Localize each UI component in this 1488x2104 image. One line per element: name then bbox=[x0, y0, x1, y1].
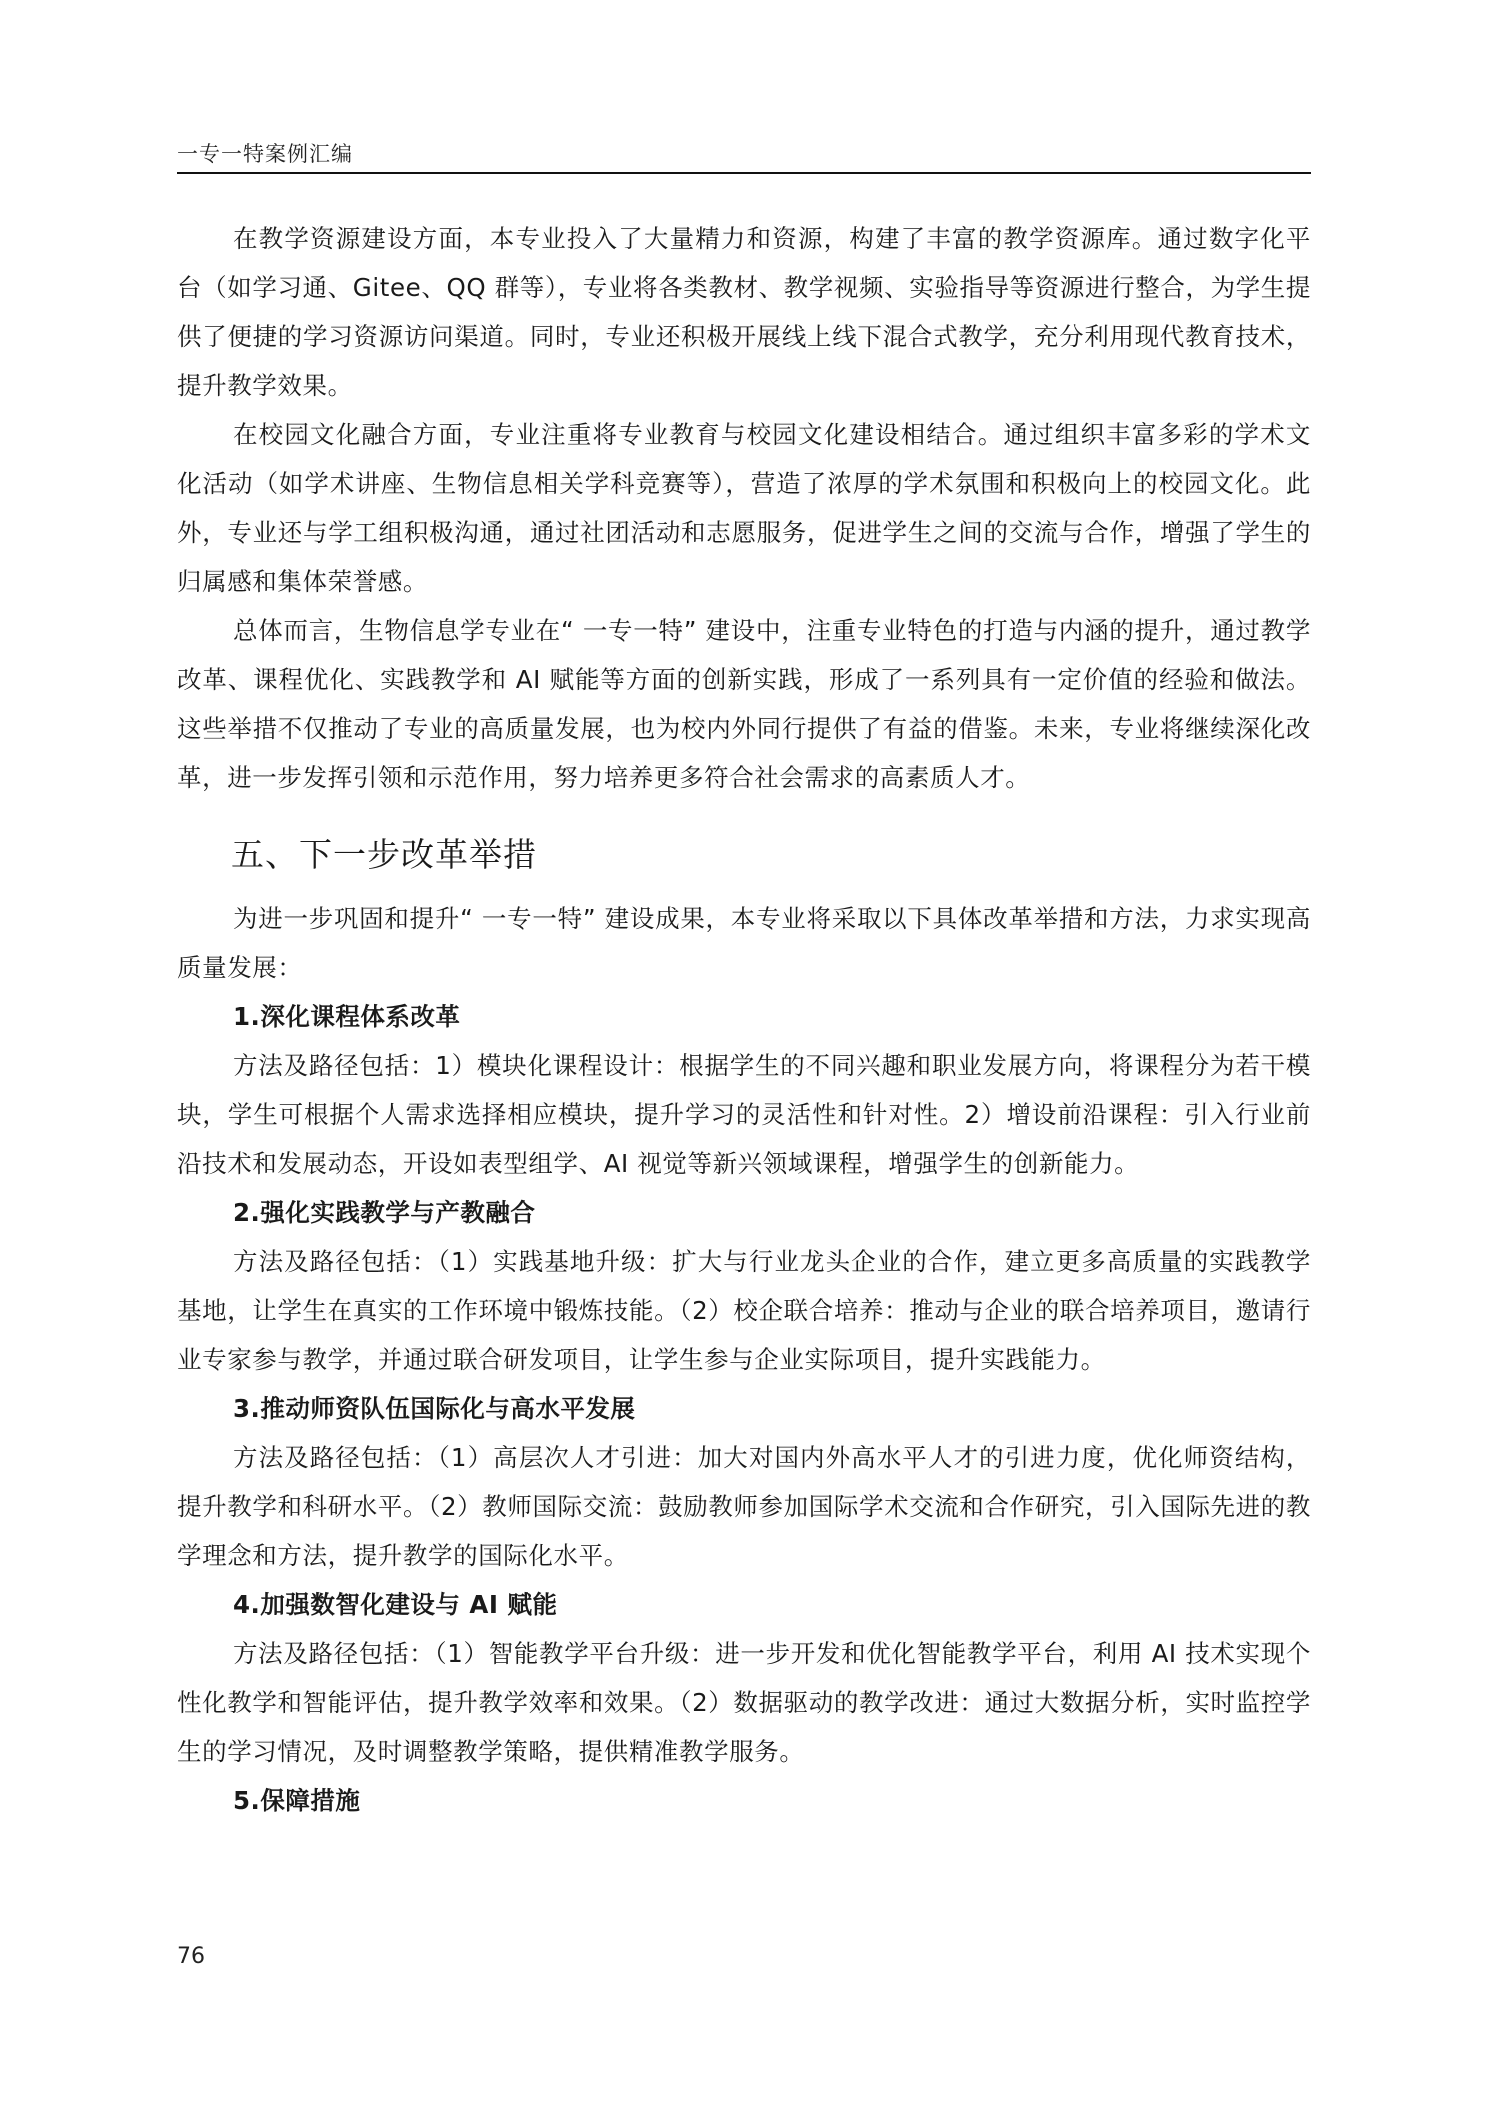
document-body bbox=[177, 214, 1311, 1825]
section-intro: 为进一步巩固和提升“ 一专一特” 建设成果，本专业将采取以下具体改革举措和方法，力求实现高质量发展： bbox=[177, 904, 1311, 982]
measure-2-text: 方法及路径包括：（1）实践基地升级：扩大与行业龙头企业的合作，建立更多高质量的实践教学基地，让学生在真实的工作环境中锻炼技能。（2）校企联合培养：推动与企业的联合培养项目，邀请行业专家参与教学，并通过联合研发项目，让学生参与企业实际项目，提升实践能力。 bbox=[177, 1247, 1311, 1374]
measure-3-text: 方法及路径包括：（1）高层次人才引进：加大对国内外高水平人才的引进力度，优化师资结构，提升教学和科研水平。（2）教师国际交流：鼓励教师参加国际学术交流和合作研究，引入国际先进的教学理念和方法，提升教学的国际化水平。 bbox=[177, 1443, 1311, 1570]
paragraph-summary: 总体而言，生物信息学专业在“ 一专一特” 建设中，注重专业特色的打造与内涵的提升，通过教学改革、课程优化、实践教学和 AI 赋能等方面的创新实践，形成了一系列具有一定价值的经验和做法。这些举措不仅推动了专业的高质量发展，也为校内外同行提供了有益的借鉴。未来，专业将继续深化改革，进一步发挥引领和示范作用，努力培养更多符合社会需求的高素质人才。 bbox=[177, 616, 1311, 792]
running-header: 一专一特案例汇编 bbox=[177, 142, 353, 166]
measure-3-title: 3.推动师资队伍国际化与高水平发展 bbox=[233, 1394, 636, 1423]
safeguard-title: 5.保障措施 bbox=[233, 1786, 361, 1815]
measure-4-text: 方法及路径包括：（1）智能教学平台升级：进一步开发和优化智能教学平台，利用 AI 技术实现个性化教学和智能评估，提升教学效率和效果。（2）数据驱动的教学改进：通过大数据分析，实时监控学生的学习情况，及时调整教学策略，提供精准教学服务。 bbox=[177, 1639, 1311, 1766]
measure-2-title: 2.强化实践教学与产教融合 bbox=[233, 1198, 536, 1227]
measure-4-title: 4.加强数智化建设与 AI 赋能 bbox=[233, 1590, 558, 1619]
measure-1-text: 方法及路径包括：1）模块化课程设计：根据学生的不同兴趣和职业发展方向，将课程分为若干模块，学生可根据个人需求选择相应模块，提升学习的灵活性和针对性。2）增设前沿课程：引入行业前沿技术和发展动态，开设如表型组学、AI 视觉等新兴领域课程，增强学生的创新能力。 bbox=[177, 1051, 1311, 1178]
section-title: 五、下一步改革举措 bbox=[231, 835, 537, 874]
header-rule bbox=[177, 172, 1311, 174]
page-number: 76 bbox=[177, 1944, 205, 1969]
measure-1-title: 1.深化课程体系改革 bbox=[233, 1002, 461, 1031]
paragraph-campus-culture: 在校园文化融合方面，专业注重将专业教育与校园文化建设相结合。通过组织丰富多彩的学术文化活动（如学术讲座、生物信息相关学科竞赛等），营造了浓厚的学术氛围和积极向上的校园文化。此外，专业还与学工组积极沟通，通过社团活动和志愿服务，促进学生之间的交流与合作，增强了学生的归属感和集体荣誉感。 bbox=[177, 420, 1311, 596]
paragraph-teaching-resources: 在教学资源建设方面，本专业投入了大量精力和资源，构建了丰富的教学资源库。通过数字化平台（如学习通、Gitee、QQ 群等），专业将各类教材、教学视频、实验指导等资源进行整合，为学生提供了便捷的学习资源访问渠道。同时，专业还积极开展线上线下混合式教学，充分利用现代教育技术，提升教学效果。 bbox=[177, 224, 1311, 400]
